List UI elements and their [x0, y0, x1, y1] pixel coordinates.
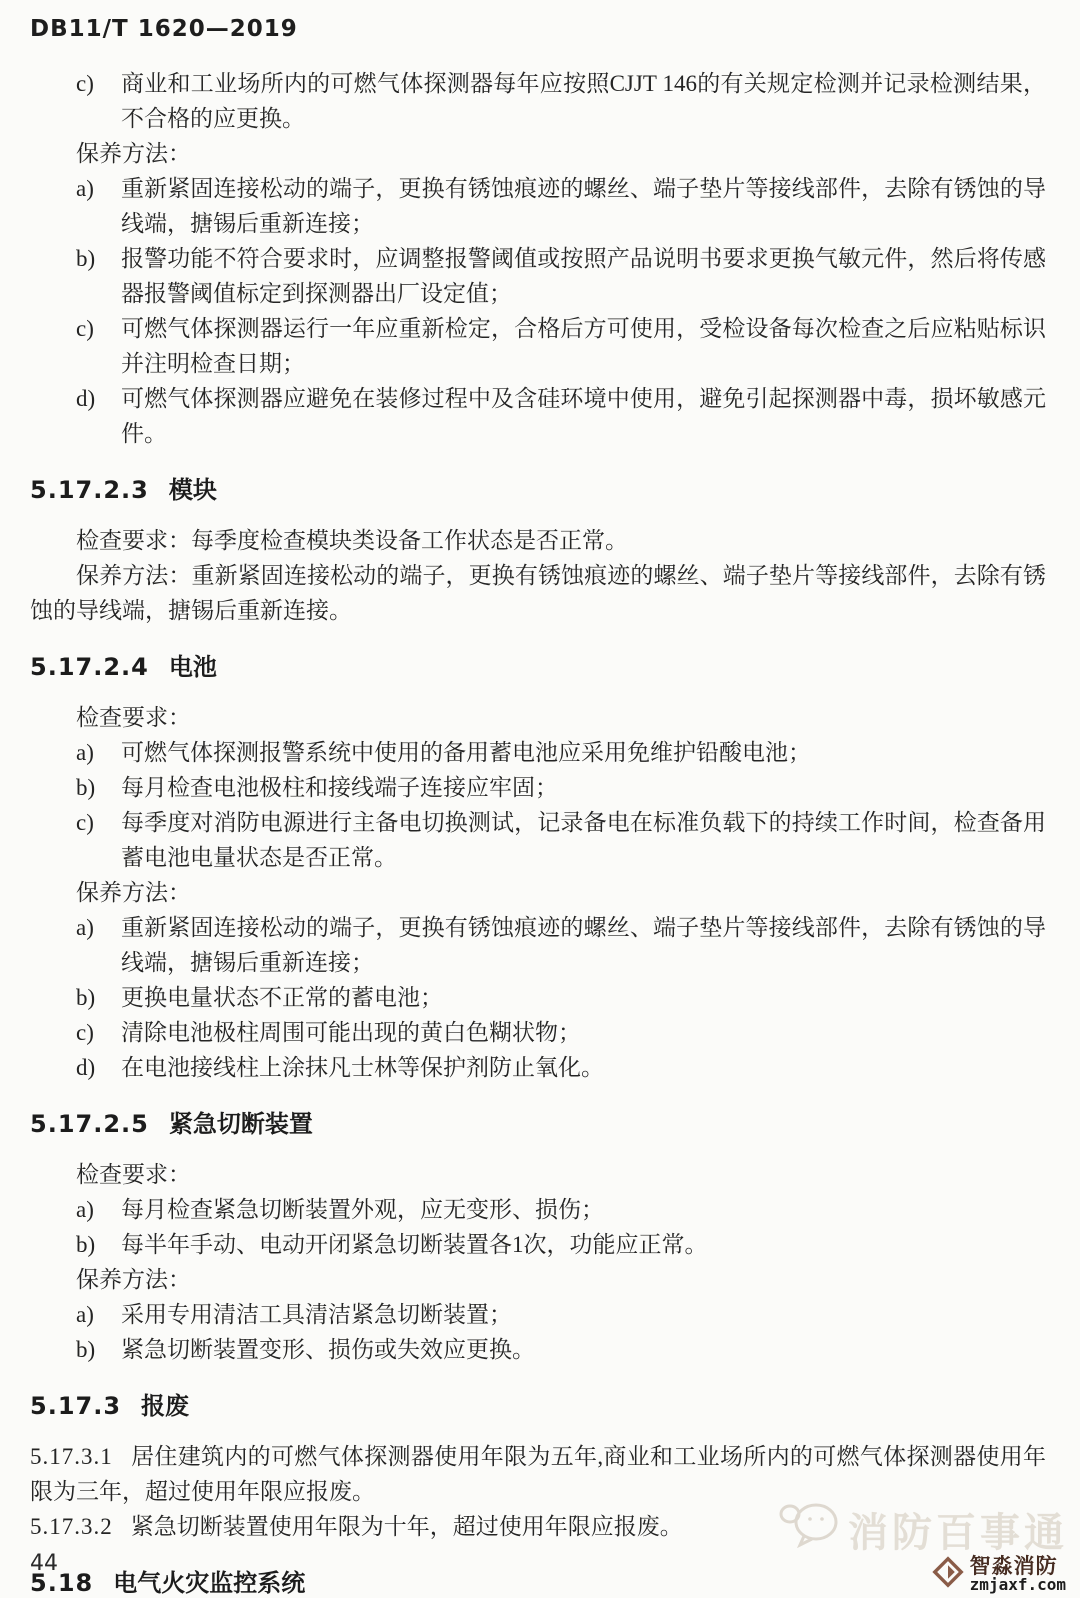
- list-item: [30, 980, 1046, 1015]
- list-item: [30, 805, 1046, 875]
- list-item-text: 可燃气体探测器应避免在装修过程中及含硅环境中使用，避免引起探测器中毒，损坏敏感元件。: [121, 386, 1046, 446]
- section-title: 紧急切断装置: [168, 1110, 313, 1138]
- section-heading: [30, 472, 1046, 508]
- section-heading: [30, 1388, 1046, 1424]
- list-item-label: b): [76, 775, 96, 800]
- brand-name: 智淼消防: [969, 1554, 1058, 1579]
- section-heading: [30, 649, 1046, 685]
- list-item: [30, 1015, 1046, 1050]
- list-item-text: 更换电量状态不正常的蓄电池；: [121, 985, 443, 1010]
- list-item: [30, 910, 1046, 980]
- section-number: 5.18: [30, 1569, 94, 1597]
- list-item: [30, 1050, 1046, 1085]
- list-item-label: d): [76, 1055, 96, 1080]
- paragraph: 保养方法：重新紧固连接松动的端子，更换有锈蚀痕迹的螺丝、端子垫片等接线部件，去除有锈蚀的导线端，搪锡后重新连接。: [30, 563, 1046, 623]
- list-item: [30, 1227, 1046, 1262]
- list-item-label: c): [76, 316, 94, 341]
- section-heading: [30, 1565, 1046, 1598]
- paragraph: 保养方法：: [76, 141, 191, 166]
- list-item: [30, 171, 1046, 241]
- list-item-text: 紧急切断装置变形、损伤或失效应更换。: [121, 1337, 535, 1362]
- list-item: [30, 66, 1046, 136]
- list-item: [30, 735, 1046, 770]
- list-item-text: 商业和工业场所内的可燃气体探测器每年应按照CJJT 146的有关规定检测并记录检测结果，不合格的应更换。: [121, 71, 1046, 131]
- paragraph: 检查要求：: [76, 705, 191, 730]
- standard-number-header: DB11/T 1620—2019: [30, 16, 298, 42]
- faint-watermark-text: 消防百事通: [848, 1509, 1068, 1556]
- list-item-text: 可燃气体探测器运行一年应重新检定，合格后方可使用，受检设备每次检查之后应粘贴标识并注明检查日期；: [121, 316, 1046, 376]
- list-item-text: 报警功能不符合要求时，应调整报警阈值或按照产品说明书要求更换气敏元件，然后将传感器报警阈值标定到探测器出厂设定值；: [121, 246, 1046, 306]
- section-title: 电气火灾监控系统: [113, 1569, 306, 1597]
- section-title: 报废: [141, 1392, 190, 1420]
- list-item: [30, 770, 1046, 805]
- list-item-text: 可燃气体探测报警系统中使用的备用蓄电池应采用免维护铅酸电池；: [121, 740, 811, 765]
- paragraph: 检查要求：: [76, 1162, 191, 1187]
- wechat-bubbles-icon: [778, 1500, 840, 1558]
- brand-site-url: zmjaxf.com: [969, 1575, 1066, 1595]
- list-item: [30, 1332, 1046, 1367]
- faint-watermark: [778, 1500, 1068, 1558]
- list-item-label: c): [76, 810, 94, 835]
- clause-text: 居住建筑内的可燃气体探测器使用年限为五年,商业和工业场所内的可燃气体探测器使用年限为三年，超过使用年限应报废。: [30, 1444, 1046, 1504]
- list-item-text: 采用专用清洁工具清洁紧急切断装置；: [121, 1302, 512, 1327]
- list-item-label: c): [76, 1020, 94, 1045]
- section-number: 5.17.3: [30, 1392, 122, 1420]
- list-item-label: b): [76, 1232, 96, 1257]
- section-heading: [30, 1106, 1046, 1142]
- list-item: [30, 1192, 1046, 1227]
- paragraph: 保养方法：: [76, 1267, 191, 1292]
- list-item-text: 在电池接线柱上涂抹凡士林等保护剂防止氧化。: [121, 1055, 604, 1080]
- zhimiao-diamond-logo-icon: [931, 1555, 965, 1594]
- list-item-label: a): [76, 740, 94, 765]
- list-item-text: 每月检查紧急切断装置外观，应无变形、损伤；: [121, 1197, 604, 1222]
- page-number: 44: [30, 1551, 58, 1576]
- clause-text: 紧急切断装置使用年限为十年，超过使用年限应报废。: [130, 1514, 683, 1539]
- list-item: [30, 1297, 1046, 1332]
- clause-paragraph: [30, 1439, 1046, 1509]
- list-item-label: c): [76, 71, 94, 96]
- clause-number: 5.17.3.1: [30, 1444, 113, 1469]
- list-item-text: 重新紧固连接松动的端子，更换有锈蚀痕迹的螺丝、端子垫片等接线部件，去除有锈蚀的导线端，搪锡后重新连接；: [121, 915, 1046, 975]
- document-body: [30, 66, 1046, 1598]
- list-item-label: a): [76, 1197, 94, 1222]
- brand-watermark: [931, 1555, 1066, 1594]
- list-item: [30, 381, 1046, 451]
- list-item-label: a): [76, 1302, 94, 1327]
- section-number: 5.17.2.5: [30, 1110, 149, 1138]
- list-item-label: a): [76, 176, 94, 201]
- list-item-text: 重新紧固连接松动的端子，更换有锈蚀痕迹的螺丝、端子垫片等接线部件，去除有锈蚀的导线端，搪锡后重新连接；: [121, 176, 1046, 236]
- paragraph: 保养方法：: [76, 880, 191, 905]
- list-item-label: b): [76, 1337, 96, 1362]
- list-item-label: b): [76, 985, 96, 1010]
- list-item: [30, 241, 1046, 311]
- list-item-text: 每季度对消防电源进行主备电切换测试，记录备电在标准负载下的持续工作时间，检查备用蓄电池电量状态是否正常。: [121, 810, 1046, 870]
- paragraph: 检查要求：每季度检查模块类设备工作状态是否正常。: [76, 528, 628, 553]
- section-title: 电池: [168, 653, 217, 681]
- clause-number: 5.17.3.2: [30, 1514, 113, 1539]
- section-number: 5.17.2.4: [30, 653, 149, 681]
- section-title: 模块: [168, 476, 217, 504]
- list-item-text: 每半年手动、电动开闭紧急切断装置各1次，功能应正常。: [121, 1232, 708, 1257]
- list-item-label: a): [76, 915, 94, 940]
- list-item-text: 每月检查电池极柱和接线端子连接应牢固；: [121, 775, 558, 800]
- list-item: [30, 311, 1046, 381]
- list-item-label: b): [76, 246, 96, 271]
- section-number: 5.17.2.3: [30, 476, 149, 504]
- list-item-text: 清除电池极柱周围可能出现的黄白色糊状物；: [121, 1020, 581, 1045]
- list-item-label: d): [76, 386, 96, 411]
